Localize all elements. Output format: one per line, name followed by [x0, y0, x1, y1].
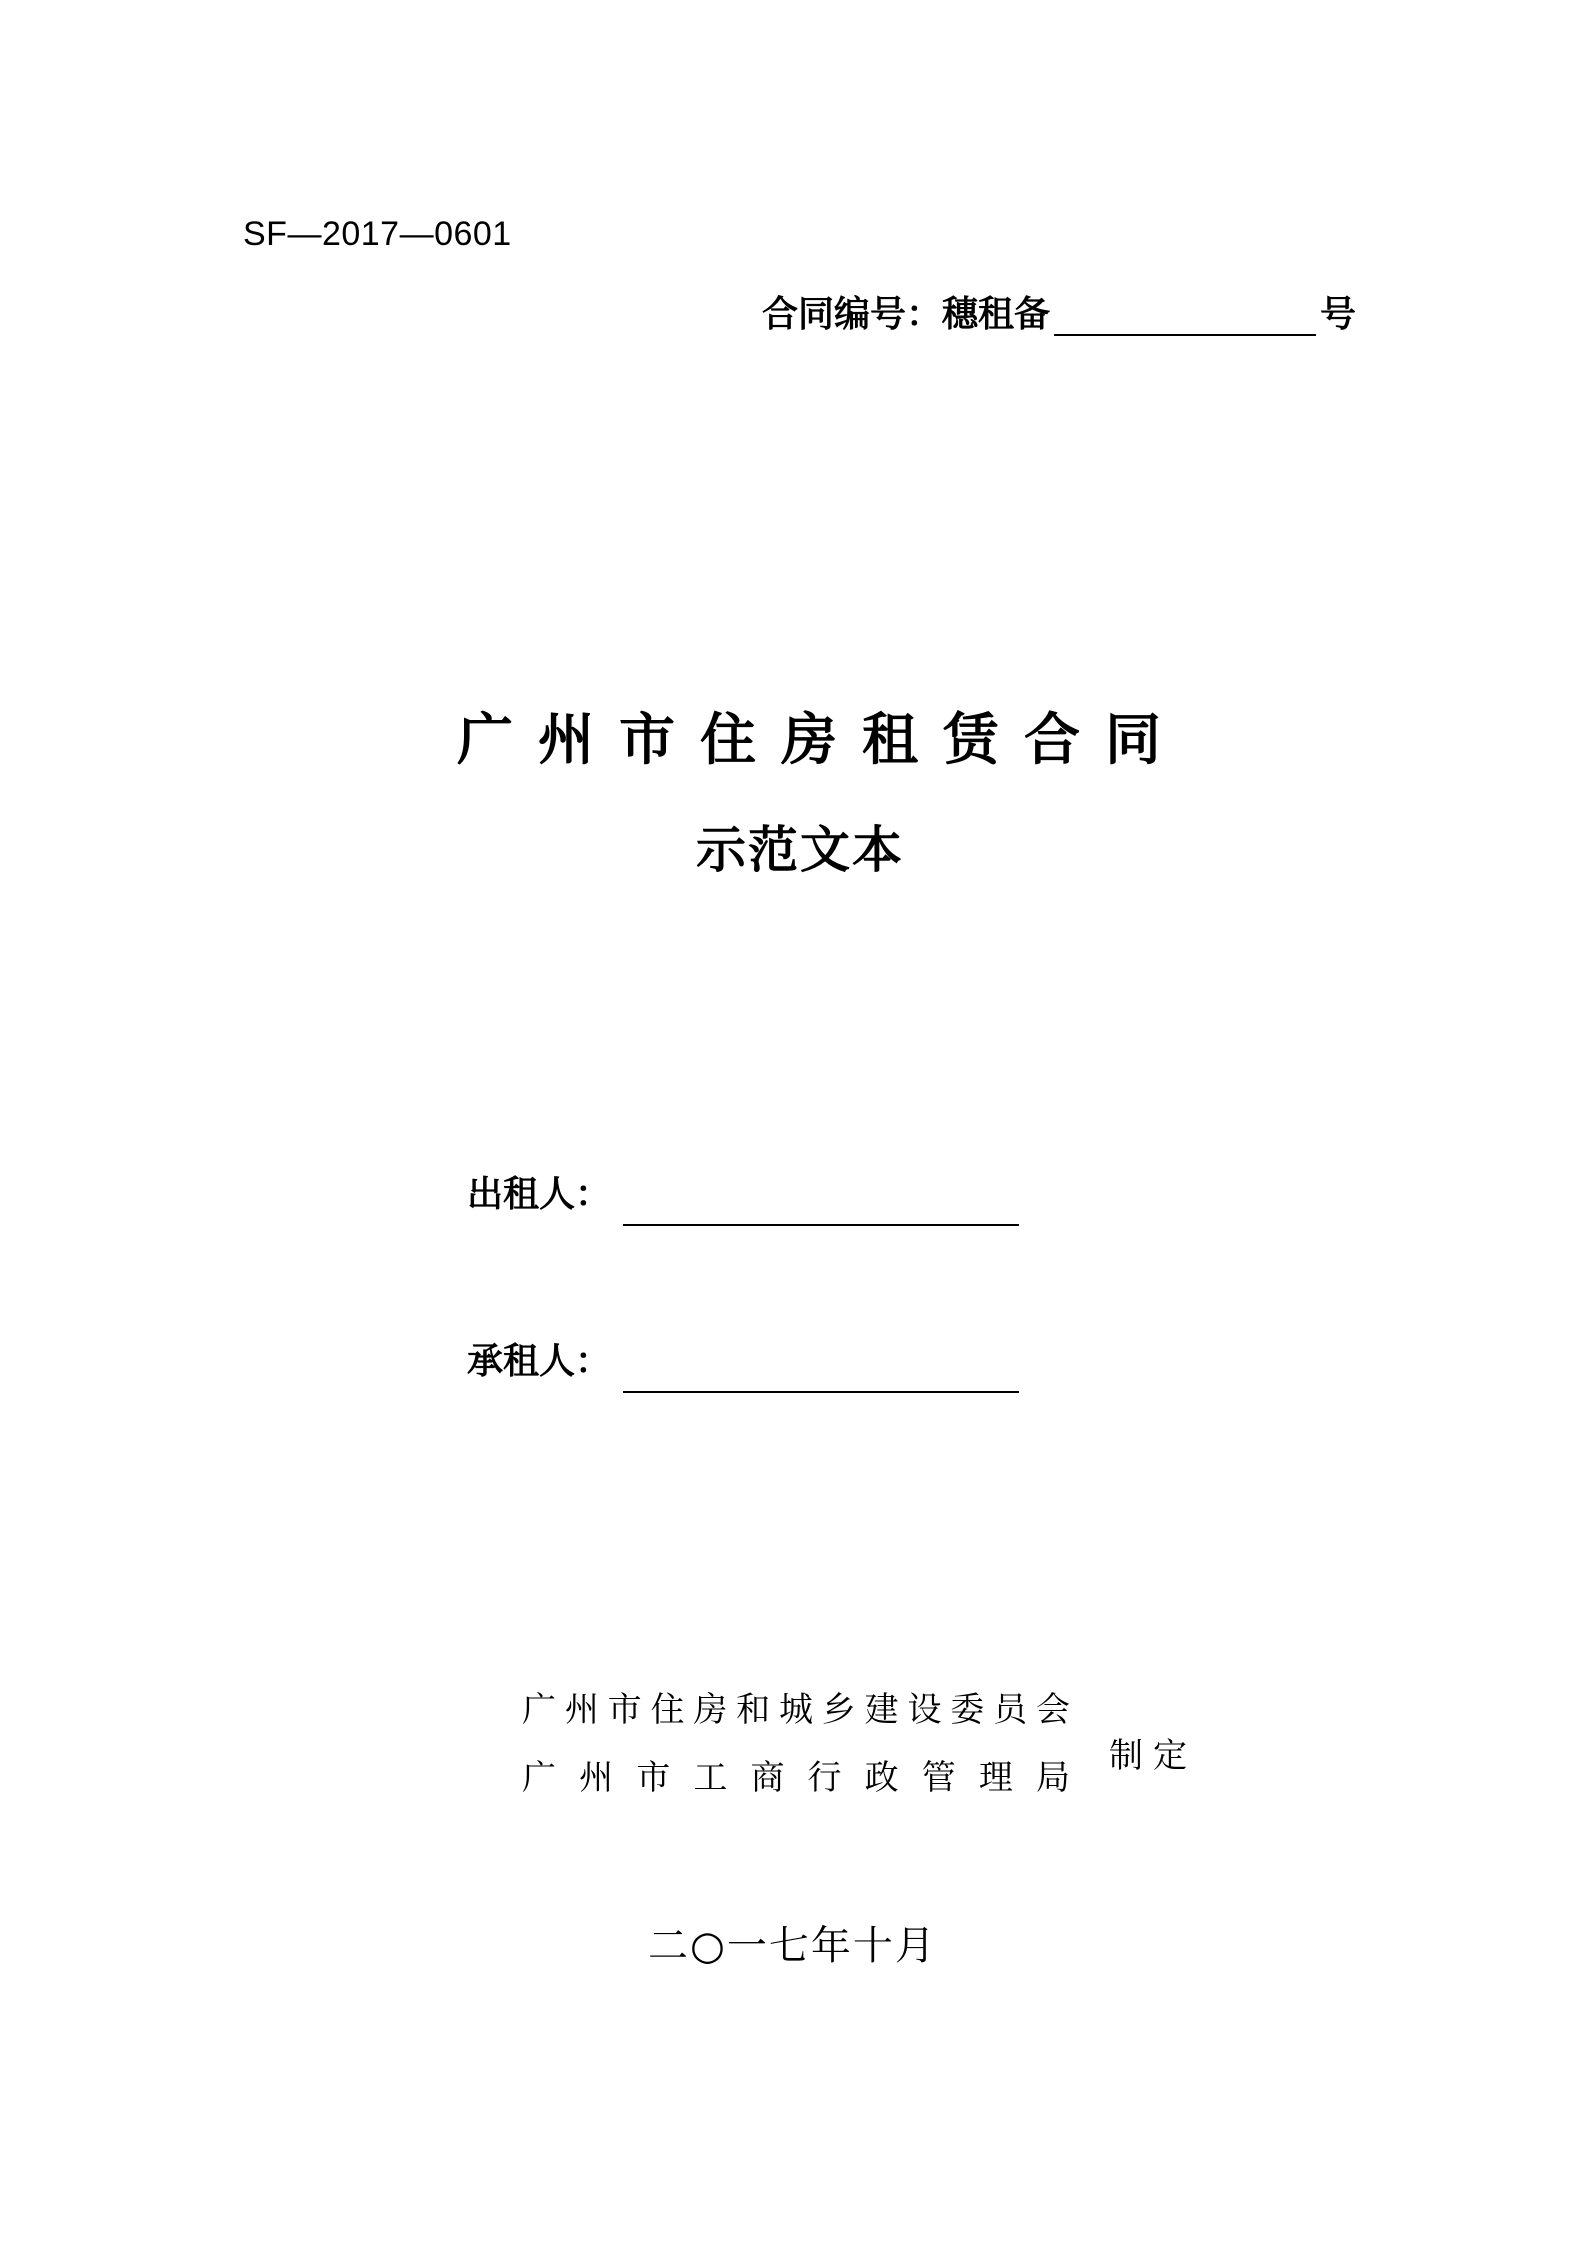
- contract-number-field[interactable]: [1054, 288, 1316, 336]
- contract-number-label: 合同编号：穗租备: [762, 294, 1051, 335]
- issuing-authorities: [522, 1688, 1082, 1828]
- lessor-field[interactable]: [623, 1178, 1019, 1226]
- lessee-label: 承租人：: [467, 1341, 612, 1382]
- lessor-label: 出租人：: [467, 1174, 612, 1215]
- issuer-commerce-bureau: 广 州 市 工 商 行 政 管 理 局: [522, 1758, 1070, 1798]
- issuer-housing-commission: 广 州 市 住 房 和 城 乡 建 设 委 员 会: [522, 1690, 1070, 1730]
- lessee-row: [467, 1339, 1019, 1385]
- document-title: 广州市住房租赁合同: [457, 708, 1186, 773]
- document-subtitle: 示范文本: [696, 821, 904, 879]
- issued-by-label: 制定: [1109, 1736, 1197, 1776]
- issue-date: 二○一七年十月: [648, 1923, 937, 1969]
- lessor-row: [467, 1172, 1019, 1218]
- contract-number: [762, 288, 1356, 338]
- contract-number-suffix: 号: [1320, 294, 1357, 335]
- lessee-field[interactable]: [623, 1345, 1019, 1393]
- document-code: SF—2017—0601: [243, 215, 512, 253]
